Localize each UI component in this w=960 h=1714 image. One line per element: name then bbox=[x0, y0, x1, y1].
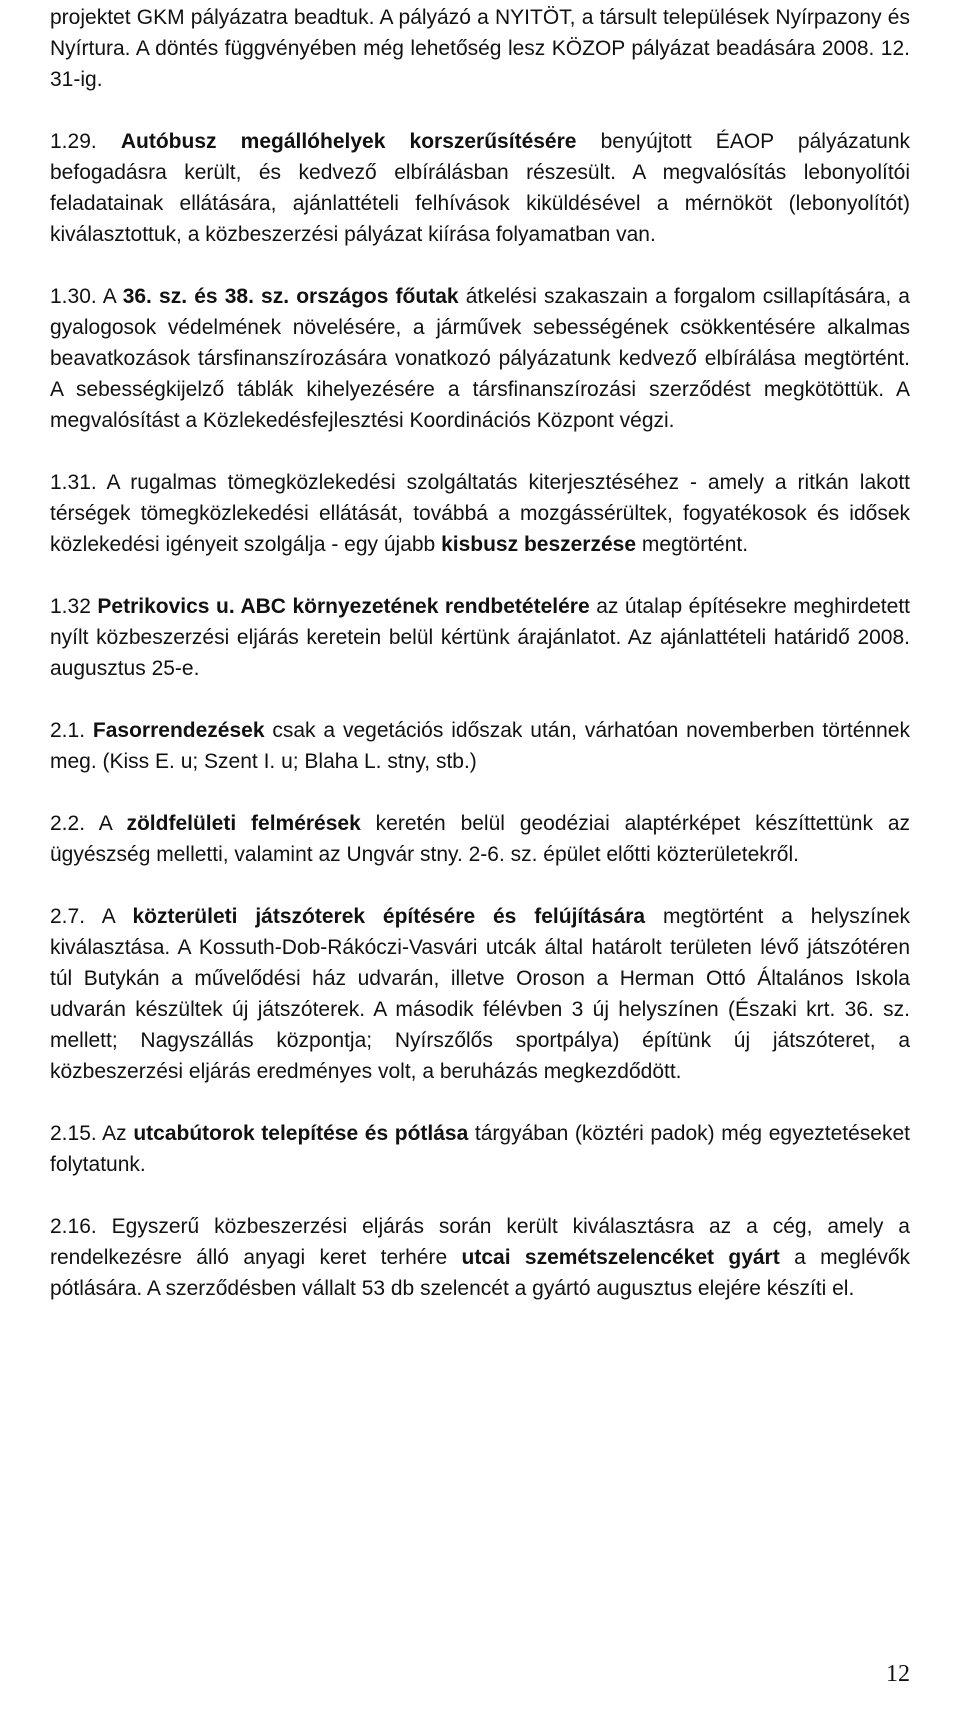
section-number: 2.2. A bbox=[50, 812, 127, 835]
bold-run: Fasorrendezések bbox=[92, 719, 265, 742]
bold-run: kisbusz beszerzése bbox=[441, 533, 637, 556]
text-run: a meglévők pótlására. A szerződésben vállalt 53 db szelencét a gyártó augusztus elejére készíti el. bbox=[50, 1246, 910, 1300]
paragraph-2-2 bbox=[50, 808, 910, 870]
paragraph-1-32 bbox=[50, 591, 910, 684]
bold-run: zöldfelületi felmérések bbox=[126, 812, 361, 835]
text-run: átkelési szakaszain a forgalom csillapítására, a gyalogosok védelmének növelésére, a járművek sebességének csökkentésére alkalmas beavatkozások társfinanszírozására vonatkozó pályázatunk kedvező elbírálása megtörtént. A sebességkijelző táblák kihelyezésére a társfinanszírozási szerződést megkötöttük. A megvalósítást a Közlekedésfejlesztési Koordinációs Központ végzi. bbox=[50, 285, 910, 432]
paragraph-2-15 bbox=[50, 1118, 910, 1180]
section-number: 2.1. bbox=[50, 719, 93, 742]
text-run: keretén belül geodéziai alaptérképet készíttettünk az ügyészség melletti, valamint az Ungvár stny. 2-6. sz. épület előtti közterületekről. bbox=[50, 812, 911, 866]
text-run: 2.16. Egyszerű közbeszerzési eljárás során került kiválasztásra az a cég, amely a rendelkezésre álló anyagi keret terhére bbox=[50, 1215, 910, 1269]
section-number: 2.7. A bbox=[50, 905, 133, 928]
bold-run: utcabútorok telepítése és pótlása bbox=[133, 1122, 469, 1145]
text-run: csak a vegetációs időszak után, várhatóan novemberben történnek meg. (Kiss E. u; Szent I. u; Blaha L. stny, stb.) bbox=[50, 719, 910, 773]
document-body bbox=[50, 2, 910, 1335]
paragraph-1-29 bbox=[50, 126, 910, 250]
text-run: megtörtént a helyszínek kiválasztása. A Kossuth-Dob-Rákóczi-Vasvári utcák által határolt területen lévő játszótéren túl Butykán a művelődési ház udvarán, illetve Oroson a Herman Ottó Általános Iskola udvarán készültek új játszóterek. A második félévben 3 új helyszínen (Északi krt. 36. sz. mellett; Nagyszállás központja; Nyírszőlős sportpálya) építünk új játszóteret, a közbeszerzési eljárás eredményes volt, a beruházás megkezdődött. bbox=[50, 905, 910, 1083]
bold-run: 36. sz. és 38. sz. országos főutak bbox=[122, 285, 459, 308]
section-number: 1.29. bbox=[50, 130, 121, 153]
section-number: 1.30. A bbox=[50, 285, 123, 308]
bold-run: utcai szemétszelencéket gyárt bbox=[461, 1246, 780, 1269]
text-run: 1.31. A rugalmas tömegközlekedési szolgáltatás kiterjesztéséhez - amely a ritkán lakott térségek tömegközlekedési ellátását, továbbá a mozgássérültek, fogyatékosok és idősek közlekedési igényeit szolgálja - egy újabb bbox=[50, 471, 910, 556]
bold-run: Petrikovics u. ABC környezetének rendbetételére bbox=[97, 595, 590, 618]
paragraph-1-31 bbox=[50, 467, 910, 560]
section-number: 2.15. Az bbox=[50, 1122, 134, 1145]
paragraph-2-16 bbox=[50, 1211, 910, 1304]
paragraph-2-7 bbox=[50, 901, 910, 1087]
text-run: tárgyában (köztéri padok) még egyeztetéseket folytatunk. bbox=[50, 1122, 910, 1176]
section-number: 1.32 bbox=[50, 595, 98, 618]
page-number: 12 bbox=[886, 1661, 910, 1687]
text-run: az útalap építésekre meghirdetett nyílt közbeszerzési eljárás keretein belül kértünk árajánlatot. Az ajánlattételi határidő 2008. augusztus 25-e. bbox=[50, 595, 910, 680]
paragraph-2-1 bbox=[50, 715, 910, 777]
bold-run: Autóbusz megállóhelyek korszerűsítésére bbox=[120, 130, 577, 153]
text-run: megtörtént. bbox=[636, 533, 749, 556]
paragraph-intro bbox=[50, 2, 910, 95]
text-run: benyújtott ÉAOP pályázatunk befogadásra került, és kedvező elbírálásban részesült. A megvalósítás lebonyolítói feladatainak ellátására, ajánlattételi felhívások kiküldésével a mérnököt (lebonyolítót) kiválasztottuk, a közbeszerzési pályázat kiírása folyamatban van. bbox=[50, 130, 911, 246]
text-run: projektet GKM pályázatra beadtuk. A pályázó a NYITÖT, a társult települések Nyírpazony és Nyírtura. A döntés függvényében még lehetőség lesz KÖZOP pályázat beadására 2008. 12. 31-ig. bbox=[50, 6, 910, 91]
bold-run: közterületi játszóterek építésére és felújítására bbox=[132, 905, 646, 928]
paragraph-1-30 bbox=[50, 281, 910, 436]
